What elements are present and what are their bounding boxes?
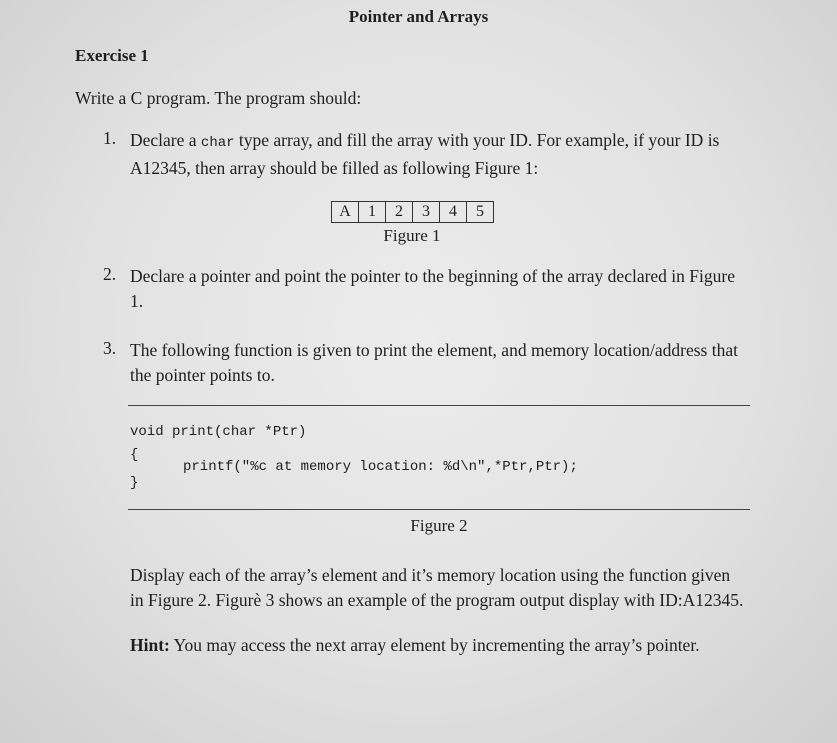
display-paragraph-line1: Display each of the array’s element and it’s memory location using the function given <box>130 565 731 585</box>
display-paragraph <box>130 563 790 613</box>
item-1-text <box>130 128 770 181</box>
code-bottom-rule <box>128 509 750 510</box>
page-title: Pointer and Arrays <box>348 7 489 26</box>
display-paragraph-line2: in Figure 2. Figurè 3 shows an example of the program output display with ID:A12345. <box>130 590 744 610</box>
array-cell: 2 <box>386 202 413 223</box>
hint-text: You may access the next array element by incrementing the array’s pointer. <box>169 635 700 655</box>
item-2-text-line1: Declare a pointer and point the pointer to the beginning of the array declared in Figure <box>130 266 735 286</box>
figure-1-array-table <box>331 201 494 223</box>
item-3-number: 3. <box>103 338 117 358</box>
char-keyword: char <box>200 135 235 151</box>
figure-1-caption: Figure 1 <box>383 226 441 245</box>
array-cell: 4 <box>440 202 467 223</box>
item-3-text-line1: The following function is given to print the element, and memory location/address that <box>130 340 738 360</box>
exercise-heading: Exercise 1 <box>75 46 149 65</box>
array-cell: A <box>332 202 359 223</box>
item-3-text-line2: the pointer points to. <box>130 365 275 385</box>
array-row <box>332 202 494 223</box>
hint-paragraph <box>130 633 810 658</box>
code-line-printf: printf("%c at memory location: %d\n",*Ptr,Ptr); <box>183 459 578 475</box>
item-2-number: 2. <box>103 264 117 284</box>
intro-text: Write a C program. The program should: <box>75 88 362 108</box>
item-2-text <box>130 264 770 314</box>
array-cell: 3 <box>413 202 440 223</box>
code-line-signature: void print(char *Ptr) <box>130 424 307 440</box>
hint-label: Hint: <box>130 635 170 655</box>
item-1-text-start: Declare a <box>130 130 201 150</box>
code-line-open-brace: { <box>130 447 139 463</box>
code-top-rule <box>128 405 750 406</box>
item-1-text-line2: A12345, then array should be filled as following Figure 1: <box>130 158 539 178</box>
figure-2-caption: Figure 2 <box>410 516 468 535</box>
item-3-text <box>130 338 770 388</box>
array-cell: 5 <box>467 202 494 223</box>
item-1-number: 1. <box>103 128 117 148</box>
code-line-close-brace: } <box>130 475 139 491</box>
item-2-text-line2: 1. <box>130 291 144 311</box>
array-cell: 1 <box>359 202 386 223</box>
item-1-text-rest: type array, and fill the array with your ID. For example, if your ID is <box>234 130 720 150</box>
